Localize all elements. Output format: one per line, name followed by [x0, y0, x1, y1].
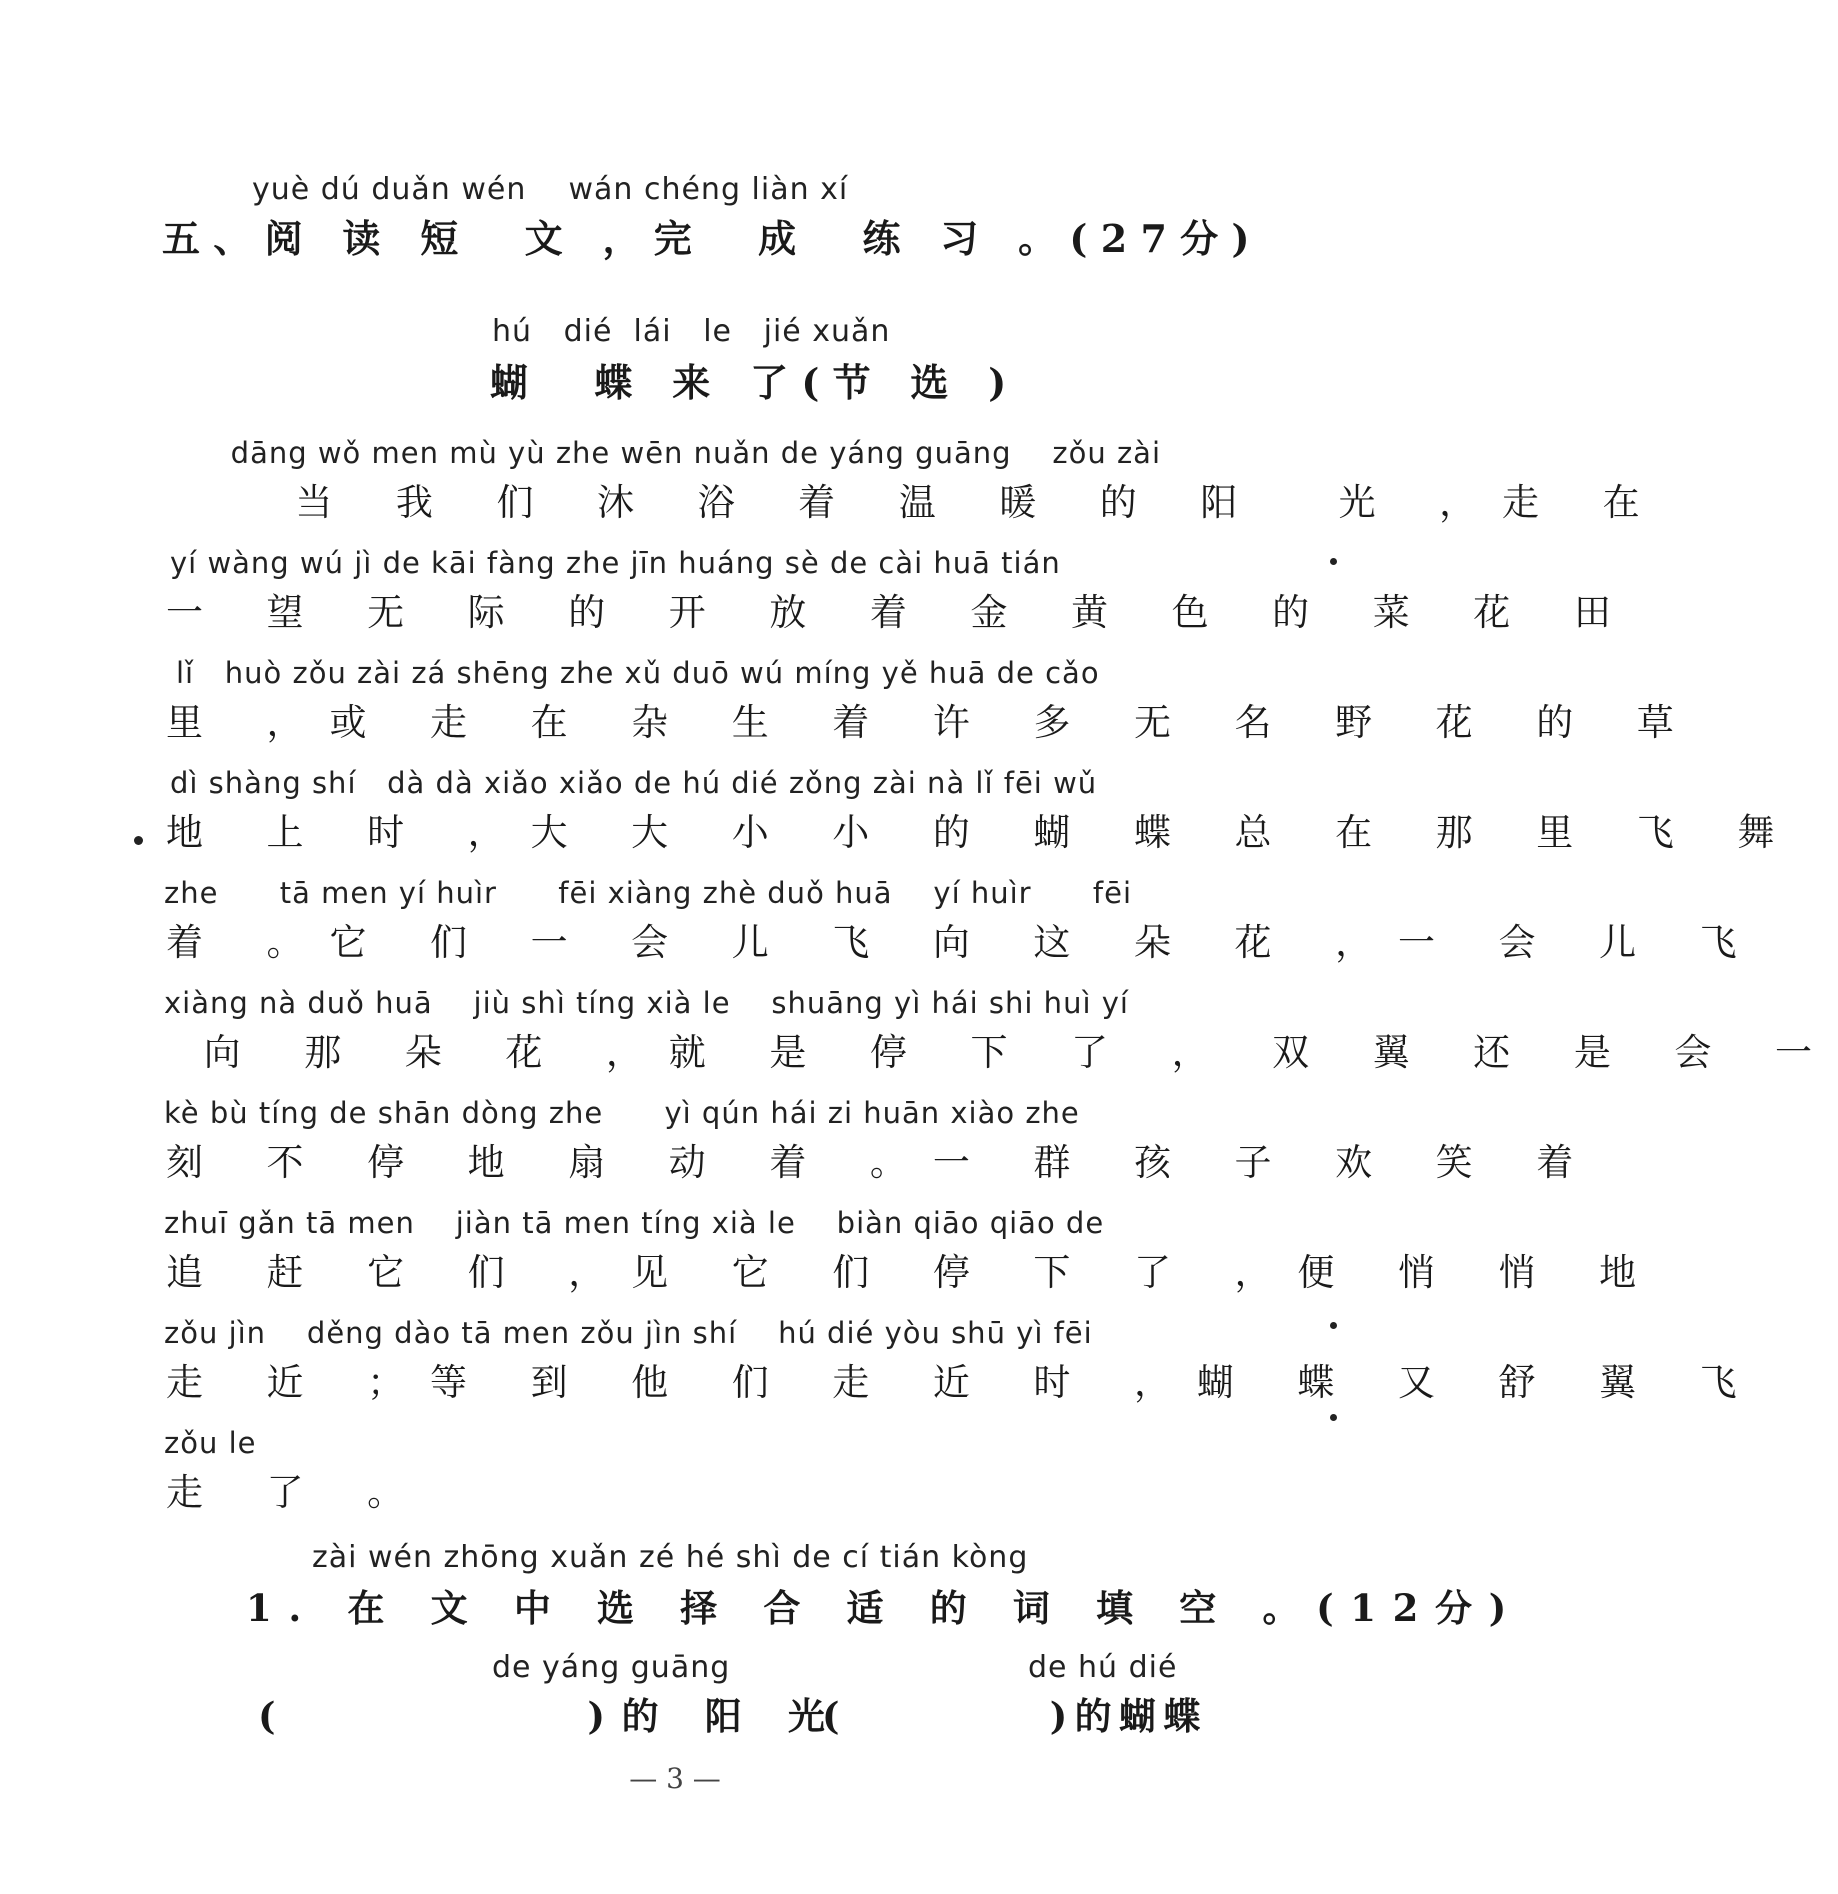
- section-title-pinyin: yuè dú duǎn wén wán chéng liàn xí: [252, 172, 849, 207]
- line-pinyin: zhuī gǎn tā men jiàn tā men tíng xià le biàn qiāo qiāo de: [164, 1206, 1105, 1240]
- blank-left-pinyin: de yáng guāng: [492, 1650, 731, 1685]
- blank-right[interactable]: ( )的蝴蝶: [822, 1694, 1208, 1738]
- text-line-1: [0, 436, 1666, 546]
- line-pinyin: xiàng nà duǒ huā jiù shì tíng xià le shuāng yì hái shi huì yí: [164, 986, 1129, 1020]
- page-number: — 3 —: [629, 1762, 721, 1795]
- line-hanzi: 走 了 。: [166, 1471, 431, 1514]
- margin-dot-4: [134, 836, 143, 845]
- line-hanzi: 着 。它 们 一 会 儿 飞 向 这 朵 花 ，一 会 儿 飞: [166, 921, 1763, 964]
- line-hanzi: 走 近 ；等 到 他 们 走 近 时 ，蝴 蝶 又 舒 翼 飞: [166, 1361, 1763, 1404]
- line-pinyin: kè bù tíng de shān dòng zhe yì qún hái zi huān xiào zhe: [164, 1096, 1080, 1130]
- question-1-pinyin: zài wén zhōng xuǎn zé hé shì de cí tián kòng: [312, 1540, 1029, 1575]
- text-line-8: [0, 1206, 1662, 1316]
- line-pinyin: lǐ huò zǒu zài zá shēng zhe xǔ duō wú míng yě huā de cǎo: [176, 656, 1100, 690]
- line-hanzi: 刻 不 停 地 扇 动 着 。一 群 孩 子 欢 笑 着: [166, 1141, 1600, 1184]
- line-hanzi: 向 那 朵 花 ，就 是 停 下 了 ， 双 翼 还 是 会 一: [166, 1031, 1838, 1074]
- line-pinyin: dāng wǒ men mù yù zhe wēn nuǎn de yáng guāng zǒu zài: [200, 436, 1162, 470]
- line-hanzi: 追 赶 它 们 ，见 它 们 停 下 了 ，便 悄 悄 地: [166, 1251, 1662, 1294]
- text-line-7: [0, 1096, 1600, 1206]
- text-line-9: [0, 1316, 1763, 1426]
- line-pinyin: zhe tā men yí huìr fēi xiàng zhè duǒ huā yí huìr fēi: [164, 876, 1133, 910]
- text-line-4: [0, 766, 1801, 876]
- section-title: 五、阅 读 短 文 ，完 成 练 习 。(27分): [162, 216, 1263, 261]
- question-1-text: 1. 在 文 中 选 择 合 适 的 词 填 空 。(12分): [246, 1586, 1523, 1630]
- article-title-pinyin: hú dié lái le jié xuǎn: [492, 314, 891, 349]
- margin-dot-2: [1330, 1322, 1337, 1329]
- margin-dot-3: [1330, 1414, 1337, 1421]
- text-line-3: [0, 656, 1700, 766]
- line-hanzi: 一 望 无 际 的 开 放 着 金 黄 色 的 菜 花 田: [166, 591, 1637, 634]
- blank-right-pinyin: de hú dié: [1028, 1650, 1178, 1685]
- line-hanzi: 地 上 时 ，大 大 小 小 的 蝴 蝶 总 在 那 里 飞 舞: [166, 811, 1801, 854]
- blank-left[interactable]: ( )的 阳 光: [258, 1694, 842, 1738]
- line-hanzi: 里 ，或 走 在 杂 生 着 许 多 无 名 野 花 的 草: [166, 701, 1700, 744]
- text-line-6: [0, 986, 1838, 1096]
- line-pinyin: zǒu jìn děng dào tā men zǒu jìn shí hú dié yòu shū yì fēi: [164, 1316, 1093, 1350]
- margin-dot-1: [1330, 558, 1337, 565]
- line-hanzi: 当 我 们 沐 浴 着 温 暖 的 阳 光 ，走 在: [220, 481, 1666, 524]
- line-pinyin: zǒu le: [164, 1426, 257, 1460]
- text-line-10: [0, 1426, 1350, 1536]
- text-line-5: [0, 876, 1763, 986]
- line-pinyin: dì shàng shí dà dà xiǎo xiǎo de hú dié zǒng zài nà lǐ fēi wǔ: [170, 766, 1098, 800]
- article-title: 蝴 蝶 来 了(节 选 ): [490, 360, 1020, 405]
- text-line-2: [0, 546, 1637, 656]
- line-pinyin: yí wàng wú jì de kāi fàng zhe jīn huáng sè de cài huā tián: [170, 546, 1061, 580]
